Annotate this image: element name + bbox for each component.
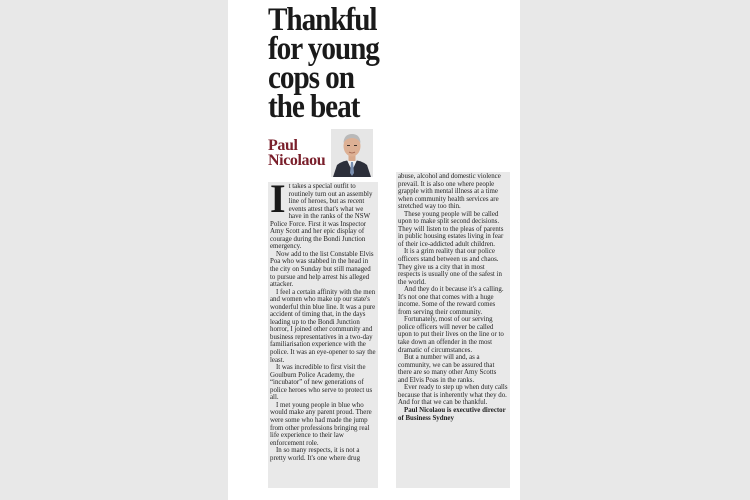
article-paragraph: Ever ready to step up when duty calls because that is inherently what they do. And for that we can be thankful. (398, 384, 508, 407)
author-bio: Paul Nicolaou is executive director of Business Sydney (398, 406, 506, 422)
article-paragraph: t takes a special outfit to routinely turn out an assembly line of heroes, but as recent events attest that's what we have in the ranks of the NSW Police Force. First it was Inspector Amy Scott and her epic display of courage during the Bondi Junction emergency. (270, 183, 373, 251)
author-byline (268, 138, 325, 168)
article-column-2 (396, 172, 510, 488)
article-paragraph: It was incredible to first visit the Goulburn Police Academy, the “incubator” of new generations of police heroes who serve to protect us all. (270, 364, 373, 402)
newspaper-page (228, 0, 520, 500)
author-last-name: Nicolaou (268, 152, 326, 169)
article-paragraph: I feel a certain affinity with the men and women who make up our state's wonderful thin blue line. It was a pure accident of timing that, in the days leading up to the Bondi Junction horror, I joined other community and business representatives in a two-day familiarisation experience with the police. It was an eye-opener to say the least. (270, 288, 376, 364)
article-paragraph: But a number will and, as a community, we can be assured that there are so many other Amy Scotts and Elvis Poas in the ranks. (398, 354, 497, 384)
article-paragraph: abuse, alcohol and domestic violence prevail. It is also one where people grapple with mental illness at a time when community health services are stretched way too thin. (398, 173, 501, 211)
author-portrait-icon (331, 129, 373, 177)
author-first-name: Paul (268, 137, 298, 154)
article-column-1 (268, 176, 378, 488)
article-paragraph: Now add to the list Constable Elvis Poa who was stabbed in the head in the city on Sunday but still managed to pursue and help arrest his alleged attacker. (270, 250, 374, 289)
article-paragraph: Fortunately, most of our serving police officers will never be called upon to put their lives on the line or to take down an offender in the most dramatic of circumstances. (398, 316, 504, 354)
article-paragraph: And they do it because it's a calling. It's not one that comes with a huge income. Some of the reward comes from serving their community. (398, 286, 504, 316)
article-paragraph: It is a grim reality that our police officers stand between us and chaos. They give us a city that in most respects is usually one of the safest in the world. (398, 248, 502, 286)
article-paragraph: These young people will be called upon to make split second decisions. They will listen to the pleas of parents in public housing estates living in fear of their ice-addicted adult children. (398, 210, 504, 248)
article-paragraph: In so many respects, it is not a pretty world. It's one where drug (270, 447, 361, 462)
drop-cap: I (270, 176, 286, 221)
article-paragraph: I met young people in blue who would make any parent proud. There were some who had made the jump from other professions bringing real life experience to their law enforcement role. (270, 401, 372, 447)
headline: Thankful for young cops on the beat (268, 2, 379, 125)
author-portrait-svg (331, 129, 373, 177)
